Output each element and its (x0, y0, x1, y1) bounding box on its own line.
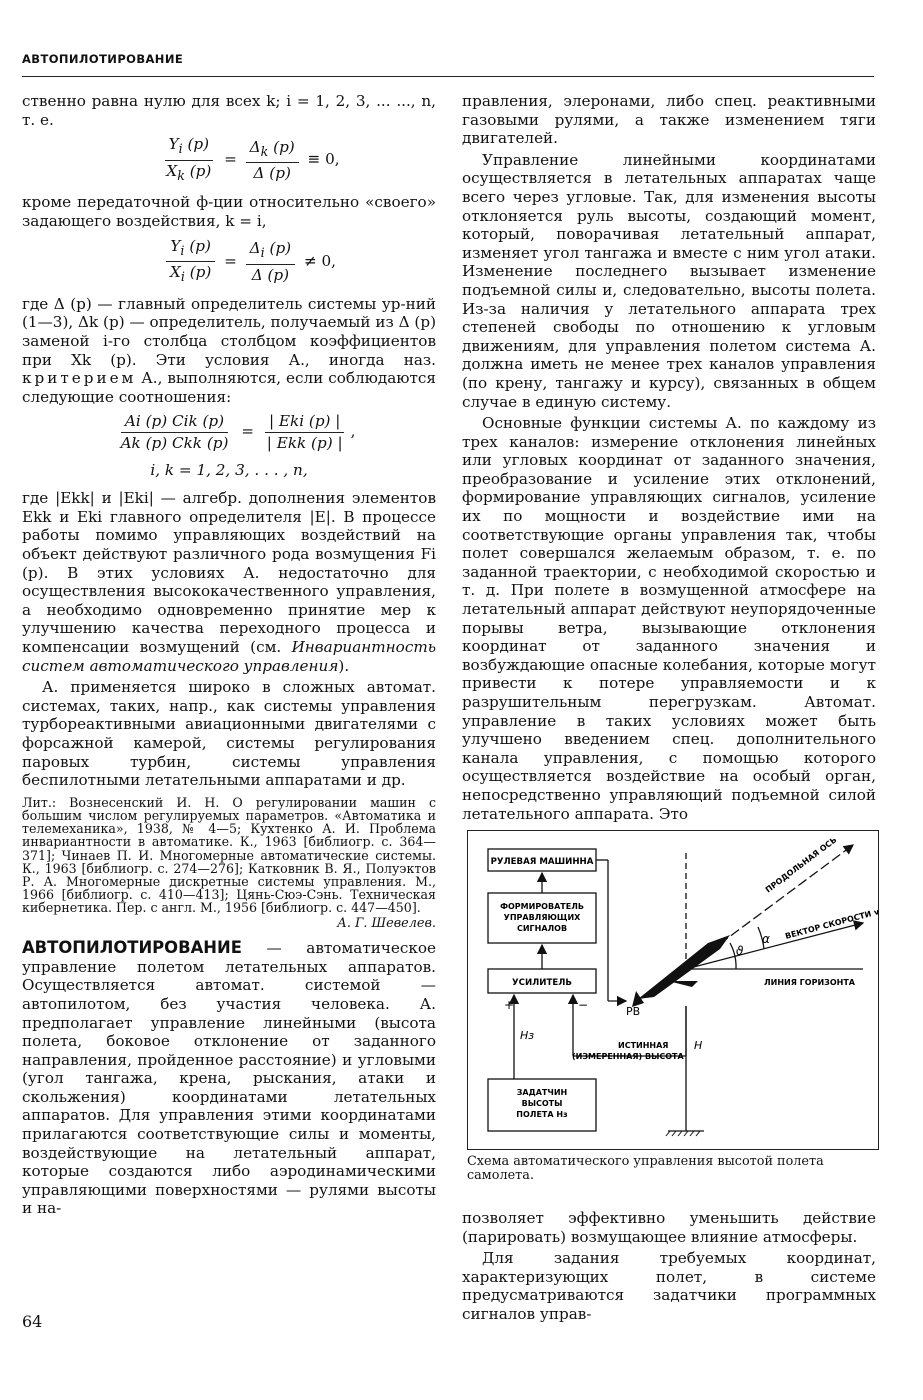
paragraph-3: где Δ (p) — главный определитель системы ур-ний (1—3), Δk (p) — определитель, получаемый из Δ (p) заменой i-го столбца столбцом коэффициентов при Xk (p). Эти условия А., иногда наз. критерием А., выполняются, если соблюдаются следующие соотношения: (22, 294, 436, 406)
header-rule (22, 76, 874, 77)
rv-label: РВ (626, 1005, 641, 1018)
svg-text:Hз: Hз (520, 1029, 535, 1042)
right-paragraph-5: Для задания требуемых координат, характеризующих полет, в системе предусматриваются задатчики программных сигналов управ- (462, 1249, 876, 1323)
formula-3-indices: i, k = 1, 2, 3, . . . , n, (150, 460, 308, 479)
paragraph-2: кроме передаточной ф-ции относительно «своего» задающего воздействия, k = i, (22, 193, 436, 231)
right-paragraph-4: позволяет эффективно уменьшить действие (парировать) возмущающее влияние атмосферы. (462, 1209, 876, 1246)
figure-caption: Схема автоматического управления высотой полета самолета. (467, 1154, 824, 1183)
left-column (22, 92, 436, 1221)
svg-text:ФОРМИРОВАТЕЛЬ: ФОРМИРОВАТЕЛЬ (500, 902, 584, 911)
right-paragraph-3: Основные функции системы А. по каждому из трех каналов: измерение отклонения линейных или угловых координат от заданного значения, преобразование и усиление этих отклонений, формирование управляющих сигналов, усиление их по мощности и воздействие ими на соответствующие органы управления так, чтобы полет совершался желаемым образом, т. е. по заданной траектории, с необходимой скоростью и т. д. При полете в возмущенной атмосфере на летательный аппарат действуют неупорядоченные порывы ветра, вызывающие отклонения координат от заданного значения и возбуждающие опасные колебания, которые могут привести к потере управляемости и к разрушительным перегрузкам. Автомат. управление в таких условиях может быть улучшено введением спец. дополнительного канала управления, с помощью которого осуществляется воздействие на особый орган, непосредственно управляющий подъемной силой летательного аппарата. Это (462, 414, 876, 823)
svg-text:ВЫСОТЫ: ВЫСОТЫ (521, 1099, 563, 1108)
article-entry: АВТОПИЛОТИРОВАНИЕ — автоматическое управление полетом летательных аппаратов. Осуществляется автомат. системой — автопилотом, без участия человека. А. предполагает управление линейными (высота полета, боковое отклонение от заданного направления, пройденное расстояние) и угловыми (угол тангажа, крена, рыскания, атаки и скольжения) координатами летательных аппаратов. Для управления этими координатами прилагаются соответствующие силы и моменты, воздействующие на летательный аппарат, которые создаются либо аэродинамическими управляющими поверхностями — рулями высоты и на- (22, 938, 437, 1218)
right-paragraph-1: правления, элеронами, либо спец. реактивными газовыми рулями, а также изменением тяги двигателей. (462, 92, 876, 148)
right-paragraph-2: Управление линейными координатами осуществляется в летательных аппаратах чаще всего через угловые. Так, для изменения высоты отклоняется руль высоты, создающий момент, который, поворачивая летательный аппарат, изменяет угол тангажа и вместе с ним угол атаки. Изменение последнего вызывает изменение подъемной силы и, следовательно, высоты полета. Из-за наличия у летательного аппарата трех степеней свободы по отношению к угловым движениям, для управления полетом система А. должна иметь не менее трех каналов управления (по крену, тангажу и курсу), связанных в общем случае в единую систему. (462, 150, 876, 411)
svg-text:УПРАВЛЯЮЩИХ: УПРАВЛЯЮЩИХ (503, 913, 581, 922)
svg-text:−: − (578, 998, 589, 1012)
right-column (462, 92, 876, 826)
svg-text:ϑ: ϑ (736, 944, 744, 958)
airplane-icon (638, 935, 730, 999)
amplifier-label: УСИЛИТЕЛЬ (512, 978, 572, 988)
svg-text:α: α (762, 932, 770, 946)
svg-text:H: H (694, 1039, 703, 1052)
formula-1: $\frac{Y_i (p)}{X_k (p)}$ = $\frac{\Delta_k (p)}{\Delta (p)}$ ≡ 0, (166, 135, 340, 183)
formula-2: $\frac{Y_i (p)}{X_i (p)}$ = $\frac{\Delta_i (p)}{\Delta (p)}$ ≠ 0, (62, 237, 436, 287)
literature-list: Лит.: Вознесенский И. Н. О регулировании машин с большим числом регулируемых параметров. «Автоматика и телемеханика», 1938, № 4—5; Кухтенко А. И. Проблема инвариантности в автоматике. К., 1963 [библиогр. с. 364—371]; Чинаев П. И. Многомерные автоматические системы. К., 1963 [библиогр. с. 274—276]; Катковник В. Я., Полуэктов Р. А. Многомерные дискретные системы управления. М., 1966 [библиогр. с. 410—413]; Цянь-Сюэ-Сэнь. Техническая кибернетика. Пер. с англ. М., 1956 [библиогр. с. 447—450]. (22, 794, 436, 916)
horizon-label: ЛИНИЯ ГОРИЗОНТА (764, 978, 855, 987)
svg-text:ЗАДАТЧИН: ЗАДАТЧИН (516, 1088, 568, 1097)
svg-text:+: + (504, 998, 515, 1012)
control-scheme-figure (467, 830, 879, 1150)
page-number: 64 (22, 1312, 43, 1331)
longitudinal-axis-label: ПРОДОЛЬНАЯ ОСЬ (763, 835, 839, 895)
author-signature: А. Г. Шевелев. (337, 915, 436, 931)
svg-text:СИГНАЛОВ: СИГНАЛОВ (516, 924, 568, 933)
paragraph-4: где |Ekk| и |Eki| — алгебр. дополнения элементов Ekk и Eki главного определителя |E|. В процессе работы помимо управляющих воздействий на объект действуют различного рода возмущения Fi (p). В этих условиях А. недостаточно для осуществления высококачественного управления, а необходимо одновременно принятие мер к улучшению качества переходного процесса и компенсации возмущений (см. Инвариантность систем автоматического управления). (22, 489, 436, 675)
running-header: АВТОПИЛОТИРОВАНИЕ (22, 52, 184, 66)
figure-diagram (468, 831, 878, 1149)
svg-text:ИСТИННАЯ: ИСТИННАЯ (618, 1041, 669, 1050)
steering-machine-label: РУЛЕВАЯ МАШИННА (490, 857, 594, 867)
entry-term: АВТОПИЛОТИРОВАНИЕ (22, 938, 242, 958)
intro-paragraph: ственно равна нулю для всех k; i = 1, 2, 3, ... ..., n, т. е. (22, 92, 436, 129)
right-column-continued (462, 1209, 876, 1327)
svg-text:ПОЛЕТА Hз: ПОЛЕТА Hз (516, 1110, 568, 1119)
formula-3: $\frac{\text{Ai (p) Cik (p)}}{\text{Ak (p) Ckk (p)}}$ = $\frac{\text{| Eki (p) |}}{\text{| Ekk (p) |}}$ , (120, 412, 356, 453)
svg-text:(ИЗМЕРЕННАЯ) ВЫСОТА: (ИЗМЕРЕННАЯ) ВЫСОТА (572, 1052, 684, 1061)
velocity-vector-label: ВЕКТОР СКОРОСТИ v (784, 907, 878, 941)
paragraph-5: А. применяется широко в сложных автомат. системах, таких, напр., как системы управления турбореактивными авиационными двигателями с форсажной камерой, системы регулирования паровых турбин, системы управления беспилотными летательными аппаратами и др. (22, 678, 436, 790)
